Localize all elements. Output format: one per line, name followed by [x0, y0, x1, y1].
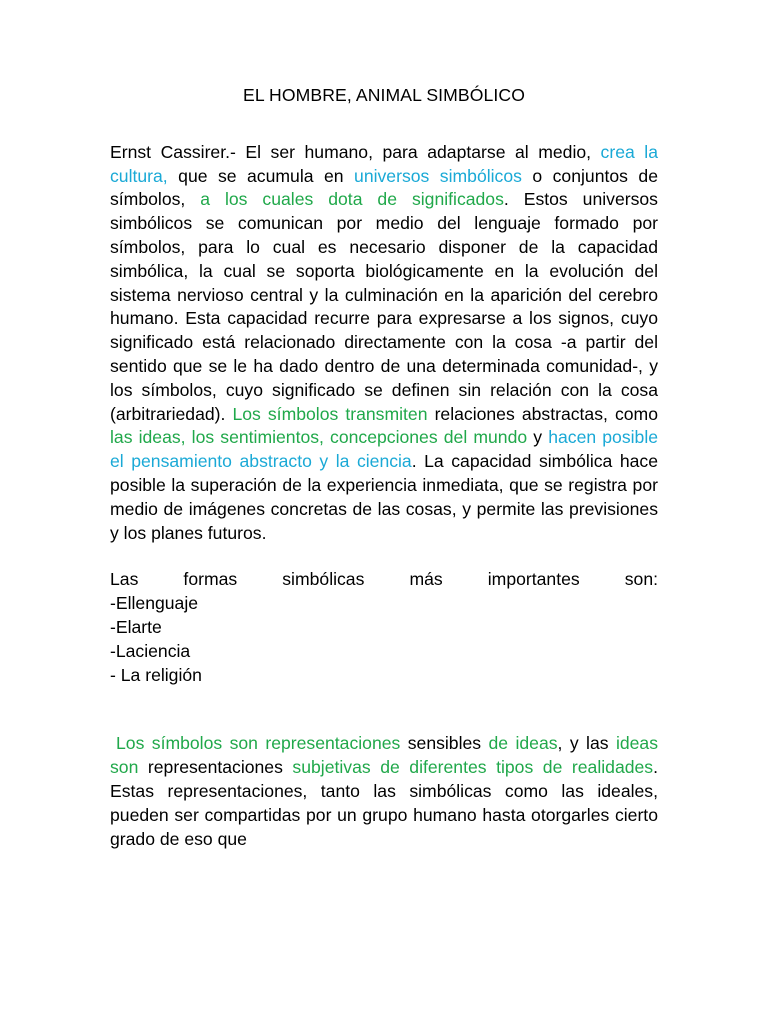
text-run: y: [527, 427, 549, 448]
forms-intro: Las formas simbólicas más importantes son:: [110, 569, 658, 590]
highlight-run: Los símbolos transmiten: [232, 403, 428, 424]
text-run: que se acumula en: [167, 165, 355, 186]
document-title: EL HOMBRE, ANIMAL SIMBÓLICO: [243, 85, 525, 105]
highlight-run: hacen posible el pensamiento abstracto y la ciencia: [110, 427, 659, 472]
list-item: -Ellenguaje: [110, 593, 199, 614]
paragraph-representations: [110, 732, 658, 851]
text-run: o conjuntos de símbolos,: [110, 165, 658, 210]
symbolic-forms-section: [110, 568, 658, 687]
highlight-run: Los símbolos son representaciones: [116, 733, 401, 754]
list-item: - La religión: [110, 664, 202, 685]
list-item: -Laciencia: [110, 640, 191, 661]
highlight-run: ideas son: [110, 733, 659, 778]
text-run: relaciones abstractas, como: [427, 403, 658, 424]
text-run: . La capacidad simbólica hace posible la superación de la experiencia inmediata, que se registra por medio de imágenes concretas de las cosas, y permite las previsiones y los planes futuros.: [110, 451, 658, 543]
paragraph-cassirer: [110, 141, 658, 546]
text-run: . Estas representaciones, tanto las simbólicas como las ideales, pueden ser compartidas por un grupo humano hasta otorgarles cierto grado de eso que: [110, 757, 658, 849]
highlight-run: universos simbólicos: [354, 165, 522, 186]
text-run: , y las: [557, 733, 616, 754]
highlight-run: a los cuales dota de significados: [200, 189, 504, 210]
document-page: [110, 84, 658, 851]
text-run: . Estos universos simbólicos se comunican por medio del lenguaje formado por símbolos, para lo cual es necesario disponer de la capacidad simbólica, la cual se soporta biológicamente en la evolución del sistema nervioso central y la culminación en la aparición del cerebro humano. Esta capacidad recurre para expresarse a los signos, cuyo significado está relacionado directamente con la cosa -a partir del sentido que se le ha dado dentro de una determinada comunidad-, y los símbolos, cuyo significado se definen sin relación con la cosa (arbitrariedad).: [110, 189, 658, 424]
list-item: -Elarte: [110, 616, 162, 637]
highlight-run: de ideas: [488, 733, 558, 754]
text-run: representaciones: [138, 757, 293, 778]
highlight-run: las ideas, los sentimientos, concepciones del mundo: [110, 427, 528, 448]
text-run: sensibles: [400, 733, 489, 754]
forms-list: [110, 592, 658, 687]
text-run: Ernst Cassirer.- El ser humano, para adaptarse al medio,: [110, 141, 601, 162]
highlight-run: crea la cultura,: [110, 141, 658, 186]
highlight-run: subjetivas de diferentes tipos de realidades: [292, 757, 654, 778]
